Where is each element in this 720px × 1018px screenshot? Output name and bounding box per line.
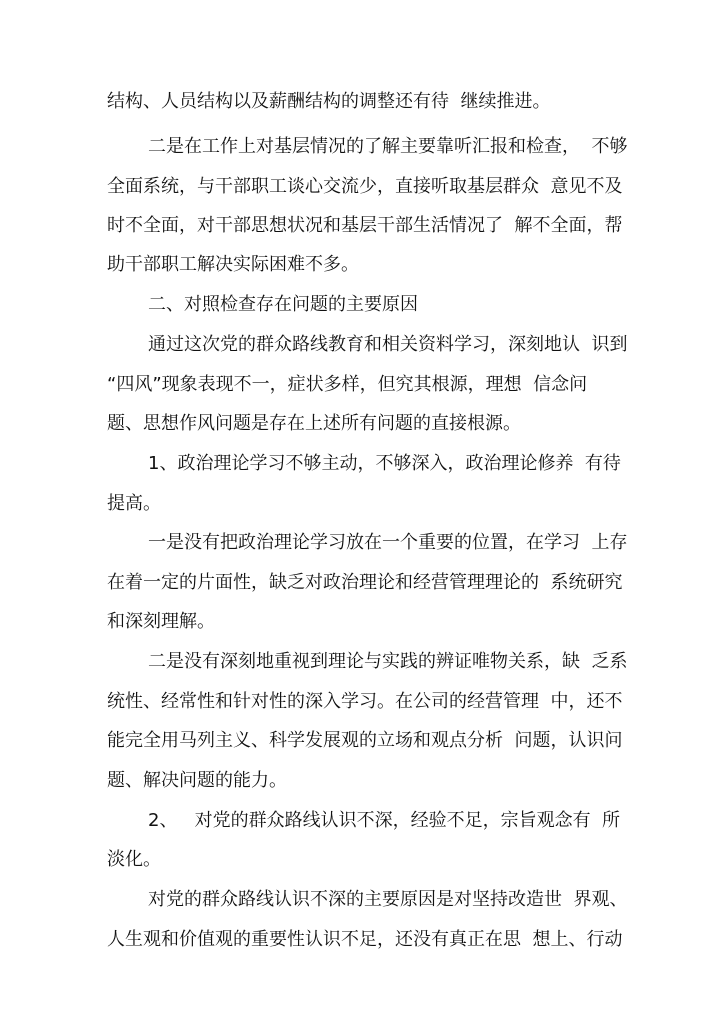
text-line: “四风”现象表现不一，症状多样，但究其根源，理想 信念问 [107,374,588,395]
text-line: 人生观和价值观的重要性认识不足，还没有真正在思 想上、行动 [107,929,623,950]
text-line: 题、思想作风问题是存在上述所有问题的直接根源。 [107,413,521,434]
section-heading: 二、对照检查存在问题的主要原因 [148,294,418,315]
text-line: 提高。 [107,493,161,514]
numbered-item: 1、政治理论学习不够主动，不够深入，政治理论修养 有待 [148,453,621,474]
text-line: 和深刻理解。 [107,611,215,632]
numbered-item: 2、 对党的群众路线认识不深，经验不足，宗旨观念有 所 [148,810,621,831]
text-line: 二是没有深刻地重视到理论与实践的辨证唯物关系，缺 乏系 [148,651,628,672]
text-line: 能完全用马列主义、科学发展观的立场和观点分析 问题，认识问 [107,730,623,751]
text-line: 对党的群众路线认识不深的主要原因是对坚持改造世 界观、 [148,889,628,910]
text-line: 时不全面，对干部思想状况和基层干部生活情况了 解不全面，帮 [107,215,623,236]
text-line: 助干部职工解决实际困难不多。 [107,254,359,275]
text-line: 题、解决问题的能力。 [107,770,287,791]
text-line: 统性、经常性和针对性的深入学习。在公司的经营管理 中，还不 [107,691,623,712]
text-line: 淡化。 [107,849,161,870]
text-line: 全面系统，与干部职工谈心交流少，直接听取基层群众 意见不及 [107,176,623,197]
text-line: 通过这次党的群众路线教育和相关资料学习，深刻地认 识到 [148,334,628,355]
text-line: 结构、人员结构以及薪酬结构的调整还有待 继续推进。 [107,91,551,112]
text-line: 在着一定的片面性，缺乏对政治理论和经营管理理论的 系统研究 [107,572,623,593]
text-line: 一是没有把政治理论学习放在一个重要的位置，在学习 上存 [148,532,628,553]
text-line: 二是在工作上对基层情况的了解主要靠听汇报和检查， 不够 [148,136,628,157]
